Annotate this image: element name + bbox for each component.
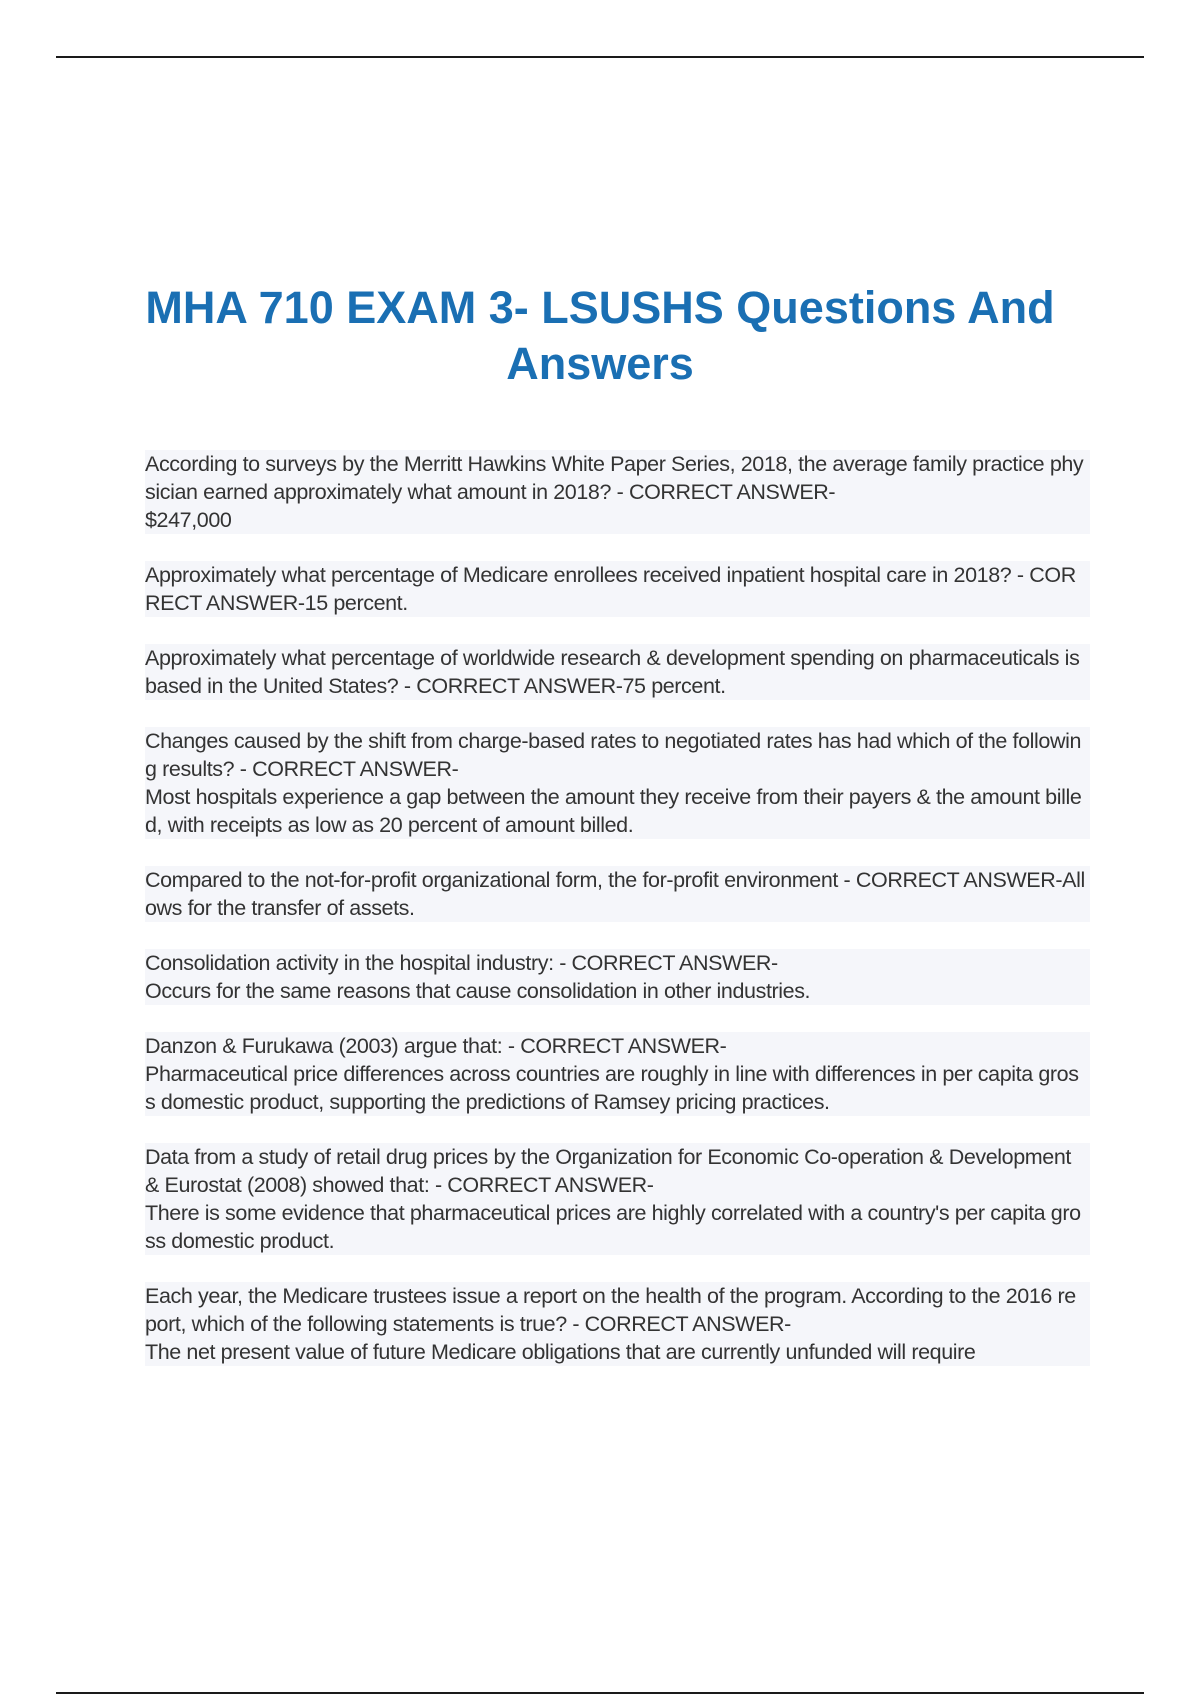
qa-answer: Occurs for the same reasons that cause consolidation in other industries. [145,979,811,1003]
qa-question: Data from a study of retail drug prices by the Organization for Economic Co-operation & Development & Eurostat (2008) showed that: - CORRECT ANSWER- [145,1145,1071,1197]
qa-question: Changes caused by the shift from charge-based rates to negotiated rates has had which of the following results? - CORRECT ANSWER- [145,729,1082,781]
qa-answer: 15 percent. [304,591,408,615]
qa-item [145,949,1090,1005]
qa-answer: Allows for the transfer of assets. [145,868,1085,920]
qa-question: Approximately what percentage of worldwide research & development spending on pharmaceuticals is based in the United States? - CORRECT ANSWER- [145,646,1080,698]
qa-question: Approximately what percentage of Medicare enrollees received inpatient hospital care in 2018? - CORRECT ANSWER- [145,563,1076,615]
qa-item [145,1032,1090,1116]
qa-answer: Pharmaceutical price differences across countries are roughly in line with differences in per capita gross domestic product, supporting the predictions of Ramsey pricing practices. [145,1062,1079,1114]
qa-item [145,727,1090,839]
qa-item [145,1282,1090,1366]
qa-answer: 75 percent. [622,674,726,698]
qa-item [145,561,1090,617]
qa-item [145,644,1090,700]
qa-answer: $247,000 [145,508,232,532]
qa-answer: The net present value of future Medicare obligations that are currently unfunded will require [145,1340,976,1364]
qa-question: Compared to the not-for-profit organizational form, the for-profit environment - CORRECT ANSWER- [145,868,1063,892]
qa-item [145,450,1090,534]
qa-item [145,866,1090,922]
qa-question: According to surveys by the Merritt Hawkins White Paper Series, 2018, the average family practice physician earned approximately what amount in 2018? - CORRECT ANSWER- [145,452,1084,504]
qa-question: Danzon & Furukawa (2003) argue that: - CORRECT ANSWER- [145,1034,727,1058]
document-title: MHA 710 EXAM 3- LSUSHS Questions And Answers [145,282,1055,389]
qa-item [145,1143,1090,1255]
qa-list [145,450,1090,1393]
bottom-rule [56,1692,1144,1694]
qa-question: Consolidation activity in the hospital industry: - CORRECT ANSWER- [145,951,778,975]
top-rule [56,56,1144,58]
qa-answer: Most hospitals experience a gap between the amount they receive from their payers & the amount billed, with receipts as low as 20 percent of amount billed. [145,785,1082,837]
qa-answer: There is some evidence that pharmaceutical prices are highly correlated with a country's per capita gross domestic product. [145,1201,1081,1253]
qa-question: Each year, the Medicare trustees issue a report on the health of the program. According to the 2016 report, which of the following statements is true? - CORRECT ANSWER- [145,1284,1076,1336]
